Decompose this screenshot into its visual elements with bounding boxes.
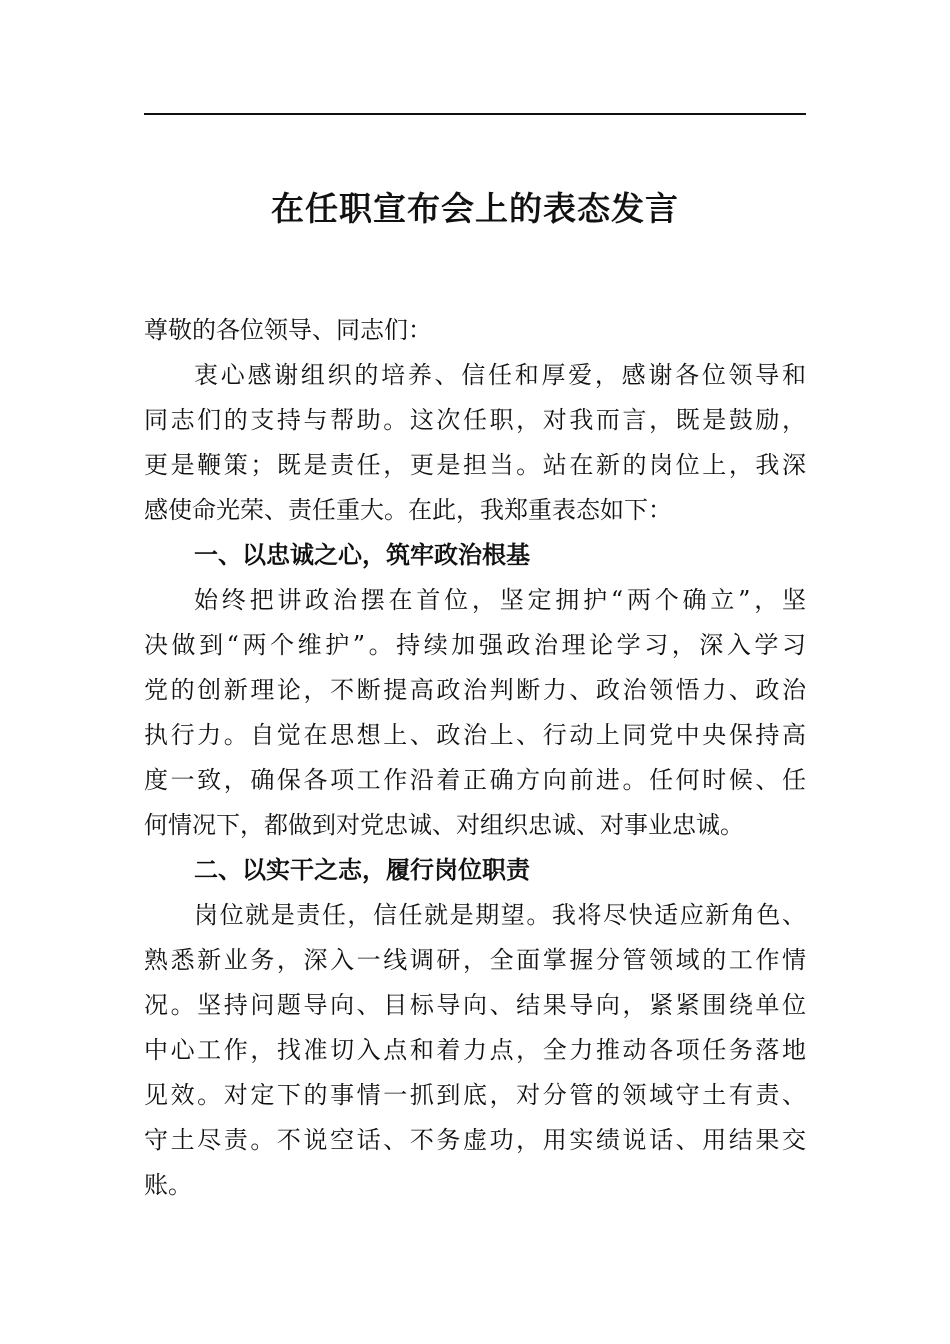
document-title: 在任职宣布会上的表态发言 xyxy=(271,189,679,228)
section-heading: 二、以实干之志，履行岗位职责 xyxy=(194,856,530,884)
section-line: 守土尽责。不说空话、不务虚功，用实绩说话、用结果交 xyxy=(144,1126,806,1154)
intro-line: 感使命光荣、责任重大。在此，我郑重表态如下： xyxy=(144,496,672,524)
section-line: 中心工作，找准切入点和着力点，全力推动各项任务落地 xyxy=(144,1036,806,1064)
section-line: 账。 xyxy=(144,1171,192,1199)
section-line: 况。坚持问题导向、目标导向、结果导向，紧紧围绕单位 xyxy=(144,991,806,1019)
header-rule xyxy=(144,113,806,115)
section-line: 熟悉新业务，深入一线调研，全面掌握分管领域的工作情 xyxy=(144,946,806,974)
section-line: 始终把讲政治摆在首位，坚定拥护“两个确立”，坚 xyxy=(194,586,806,614)
section-line: 见效。对定下的事情一抓到底，对分管的领域守土有责、 xyxy=(144,1081,806,1109)
section-line: 度一致，确保各项工作沿着正确方向前进。任何时候、任 xyxy=(144,766,806,794)
section-line: 岗位就是责任，信任就是期望。我将尽快适应新角色、 xyxy=(194,901,806,929)
document-body xyxy=(144,308,806,1208)
section-line: 决做到“两个维护”。持续加强政治理论学习，深入学习 xyxy=(144,631,806,659)
section-line: 何情况下，都做到对党忠诚、对组织忠诚、对事业忠诚。 xyxy=(144,811,744,839)
section-line: 党的创新理论，不断提高政治判断力、政治领悟力、政治 xyxy=(144,676,806,704)
salutation: 尊敬的各位领导、同志们： xyxy=(144,316,432,344)
intro-line: 衷心感谢组织的培养、信任和厚爱，感谢各位领导和 xyxy=(194,361,806,389)
section-heading: 一、以忠诚之心，筑牢政治根基 xyxy=(194,541,530,569)
intro-line: 同志们的支持与帮助。这次任职，对我而言，既是鼓励， xyxy=(144,406,806,434)
intro-line: 更是鞭策；既是责任，更是担当。站在新的岗位上，我深 xyxy=(144,451,806,479)
section-line: 执行力。自觉在思想上、政治上、行动上同党中央保持高 xyxy=(144,721,806,749)
